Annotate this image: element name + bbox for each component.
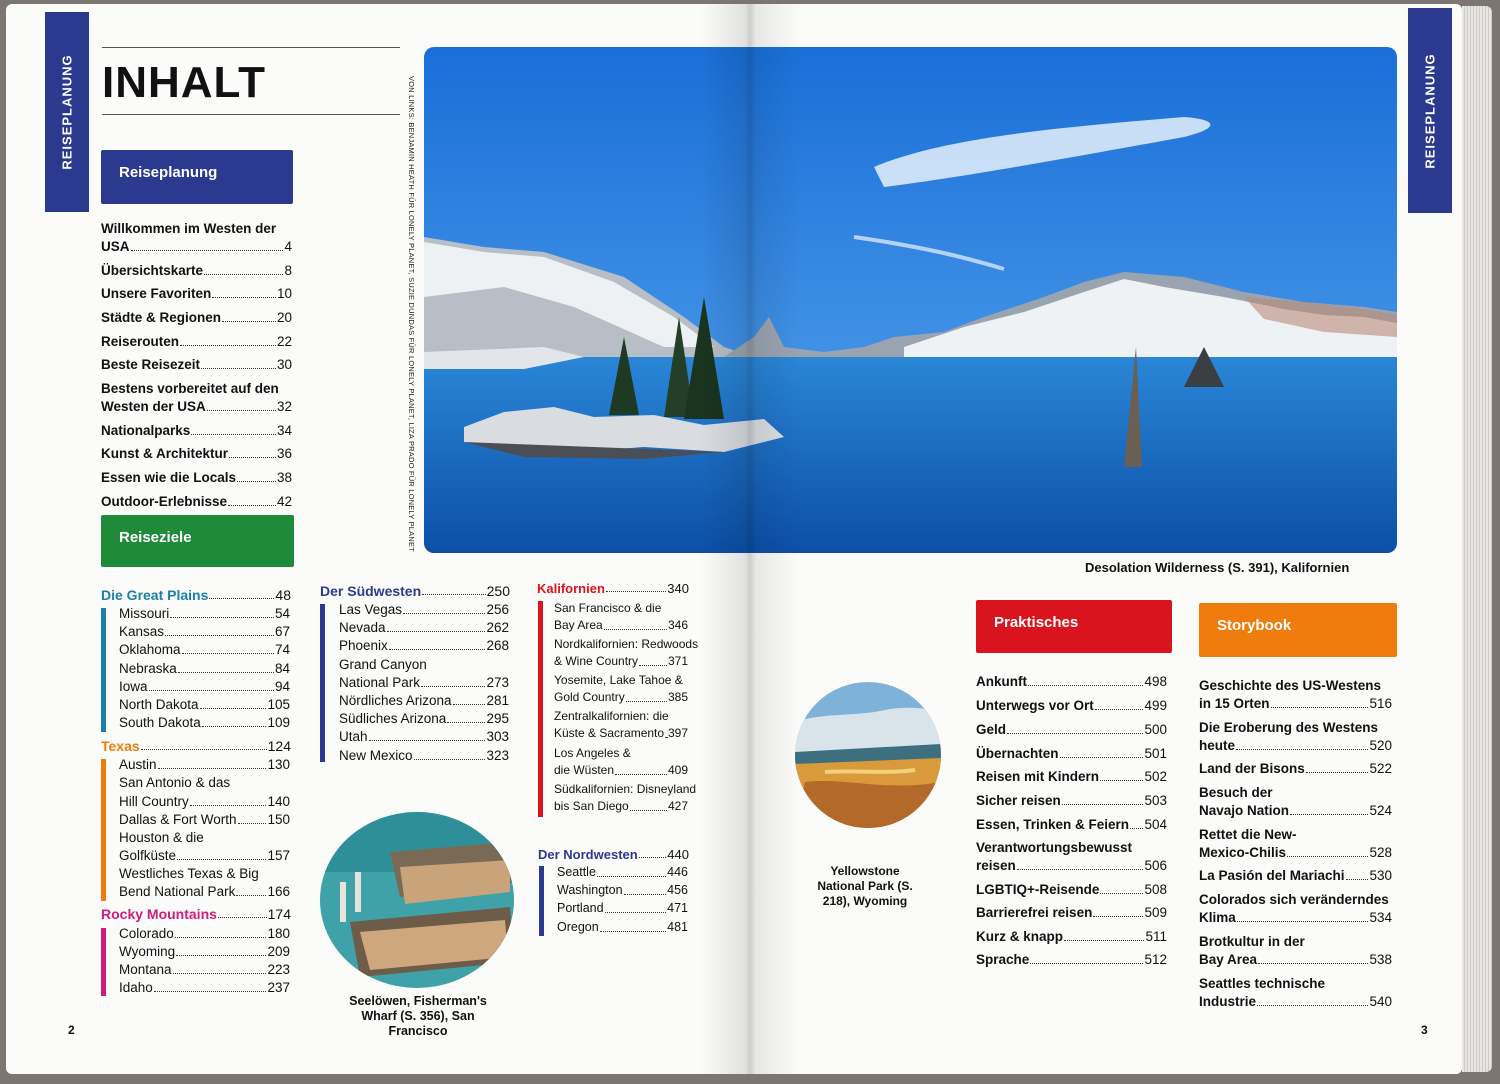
toc-entry-line1: San Francisco & die [554,601,662,615]
toc-entry: Übersichtskarte 8 [101,263,292,278]
toc-entry: Oregon 481 [557,920,688,934]
page-number-right: 3 [1421,1023,1428,1037]
toc-entry: Sprache 512 [976,952,1167,967]
toc-entry: die Wüsten 409 [554,763,688,777]
toc-entry: in 15 Orten 516 [1199,696,1392,711]
toc-entry: Idaho 237 [119,980,290,995]
toc-entry-line1: Rettet die New- [1199,827,1297,842]
section-bar-nordwesten [539,866,544,936]
toc-entry-line1: Geschichte des US-Westens [1199,678,1382,693]
toc-entry: Geld 500 [976,722,1167,737]
toc-entry: Essen wie die Locals 38 [101,470,292,485]
toc-entry: Beste Reisezeit 30 [101,357,292,372]
toc-entry: Wyoming 209 [119,944,290,959]
toc-entry: Phoenix 268 [339,638,509,653]
toc-entry: Ankunft 498 [976,674,1167,689]
toc-entry: Städte & Regionen 20 [101,310,292,325]
toc-entry: Kansas 67 [119,624,290,639]
toc-entry: Gold Country 385 [554,690,688,704]
page-edges [1462,6,1492,1072]
desolation-wilderness-photo [424,47,1397,553]
section-tab-left [45,12,89,212]
toc-entry: & Wine Country 371 [554,654,688,668]
praktisches-box: Praktisches [976,600,1172,653]
toc-entry: Golfküste 157 [119,848,290,863]
yellowstone-caption: Yellowstone National Park (S. 218), Wyoming [817,864,913,908]
toc-entry-line1: San Antonio & das [119,775,231,790]
section-nordwesten: Der Nordwesten 440 [538,847,689,862]
yellowstone-photo [795,682,941,828]
photo-credit: VON LINKS: BENJAMIN HEATH FÜR LONELY PLANET, SUZIE DUNDAS FÜR LONELY PLANET, LIZA PRADO FÜR LONELY PLANET [407,76,416,552]
toc-entry: North Dakota 105 [119,697,290,712]
toc-entry: Oklahoma 74 [119,642,290,657]
toc-entry: Bay Area 538 [1199,952,1392,967]
toc-entry: Nationalparks 34 [101,423,292,438]
sea-lions-caption: Seelöwen, Fisherman's Wharf (S. 356), San Francisco [349,994,487,1038]
toc-entry: Reisen mit Kindern 502 [976,769,1167,784]
toc-entry: Südliches Arizona 295 [339,711,509,726]
section-bar-rocky [101,928,106,996]
toc-entry: Portland 471 [557,901,688,915]
page-title: INHALT [102,58,267,107]
toc-entry: LGBTIQ+-Reisende 508 [976,882,1167,897]
toc-entry: Küste & Sacramento 397 [554,726,688,740]
toc-entry: Mexico-Chilis 528 [1199,845,1392,860]
toc-entry: Washington 456 [557,883,688,897]
toc-entry-line1: Colorados sich veränderndes [1199,892,1389,907]
section-tab-right [1408,8,1452,213]
toc-entry-line1: Verantwortungsbewusst [976,840,1133,855]
toc-entry-line1: Yosemite, Lake Tahoe & [554,673,683,687]
toc-entry: Utah 303 [339,729,509,744]
toc-entry: Missouri 54 [119,606,290,621]
toc-entry: Kurz & knapp 511 [976,929,1167,944]
section-bar-kalifornien [538,601,543,817]
section-great-plains: Die Great Plains 48 [101,587,291,603]
section-tab-label: REISEPLANUNG [59,54,75,170]
section-bar-texas [101,759,106,901]
toc-entry-line1: Zentralkalifornien: die [554,709,669,723]
page-number-left: 2 [68,1023,75,1037]
storybook-box: Storybook [1199,603,1397,657]
toc-entry: Outdoor-Erlebnisse 42 [101,494,292,509]
toc-entry: Colorado 180 [119,926,290,941]
toc-entry: Iowa 94 [119,679,290,694]
toc-entry: USA 4 [101,239,292,254]
toc-entry-line1: Die Eroberung des Westens [1199,720,1379,735]
toc-entry-line1: Besuch der [1199,785,1273,800]
toc-entry: Austin 130 [119,757,290,772]
main-photo-caption: Desolation Wilderness (S. 391), Kalifornien [1085,560,1350,575]
toc-entry: Reiserouten 22 [101,334,292,349]
toc-entry-line1: Los Angeles & [554,746,631,760]
toc-entry: Kunst & Architektur 36 [101,446,292,461]
toc-entry-line1: Houston & die [119,830,204,845]
toc-entry: Bend National Park 166 [119,884,290,899]
toc-entry: Land der Bisons 522 [1199,761,1392,776]
toc-entry: Navajo Nation 524 [1199,803,1392,818]
toc-entry: heute 520 [1199,738,1392,753]
toc-entry-line1: Westliches Texas & Big [119,866,259,881]
toc-entry: Unsere Favoriten 10 [101,286,292,301]
toc-entry: Hill Country 140 [119,794,290,809]
toc-entry: Las Vegas 256 [339,602,509,617]
toc-entry-line1: Nordkalifornien: Redwoods [554,637,699,651]
toc-entry: New Mexico 323 [339,748,509,763]
toc-entry: Nördliches Arizona 281 [339,693,509,708]
section-tab-label: REISEPLANUNG [1422,52,1438,169]
toc-entry: Nebraska 84 [119,661,290,676]
title-rule-top [102,47,400,48]
toc-entry: La Pasión del Mariachi 530 [1199,868,1392,883]
toc-entry-line1: Willkommen im Westen der [101,221,277,236]
section-suedwesten: Der Südwesten 250 [320,583,510,599]
sea-lions-photo [320,812,514,988]
toc-entry: Industrie 540 [1199,994,1392,1009]
toc-entry: Klima 534 [1199,910,1392,925]
toc-entry-line1: Südkalifornien: Disneyland [554,782,697,796]
section-texas: Texas 124 [101,738,291,754]
section-bar-suedwesten [320,604,325,762]
toc-entry-line1: Seattles technische [1199,976,1326,991]
toc-entry: Bay Area 346 [554,618,688,632]
toc-entry: bis San Diego 427 [554,799,688,813]
toc-entry: Dallas & Fort Worth 150 [119,812,290,827]
reiseplanung-box: Reiseplanung [101,150,293,204]
toc-entry: Barrierefrei reisen 509 [976,905,1167,920]
toc-entry: Nevada 262 [339,620,509,635]
toc-entry-line1: Bestens vorbereitet auf den [101,381,279,396]
toc-entry: Westen der USA 32 [101,399,292,414]
toc-entry: Unterwegs vor Ort 499 [976,698,1167,713]
toc-entry: reisen 506 [976,858,1167,873]
toc-entry: Übernachten 501 [976,746,1167,761]
toc-entry: Seattle 446 [557,865,688,879]
reiseziele-box: Reiseziele [101,515,294,567]
toc-entry: Essen, Trinken & Feiern 504 [976,817,1167,832]
section-kalifornien: Kalifornien 340 [537,581,689,596]
toc-entry: South Dakota 109 [119,715,290,730]
title-rule-bottom [102,114,400,115]
toc-entry-line1: Brotkultur in der [1199,934,1305,949]
section-bar-plains [101,608,106,732]
toc-entry: Montana 223 [119,962,290,977]
section-rocky-mountains: Rocky Mountains 174 [101,906,291,922]
toc-entry-line1: Grand Canyon [339,657,427,672]
toc-entry: National Park 273 [339,675,509,690]
toc-entry: Sicher reisen 503 [976,793,1167,808]
